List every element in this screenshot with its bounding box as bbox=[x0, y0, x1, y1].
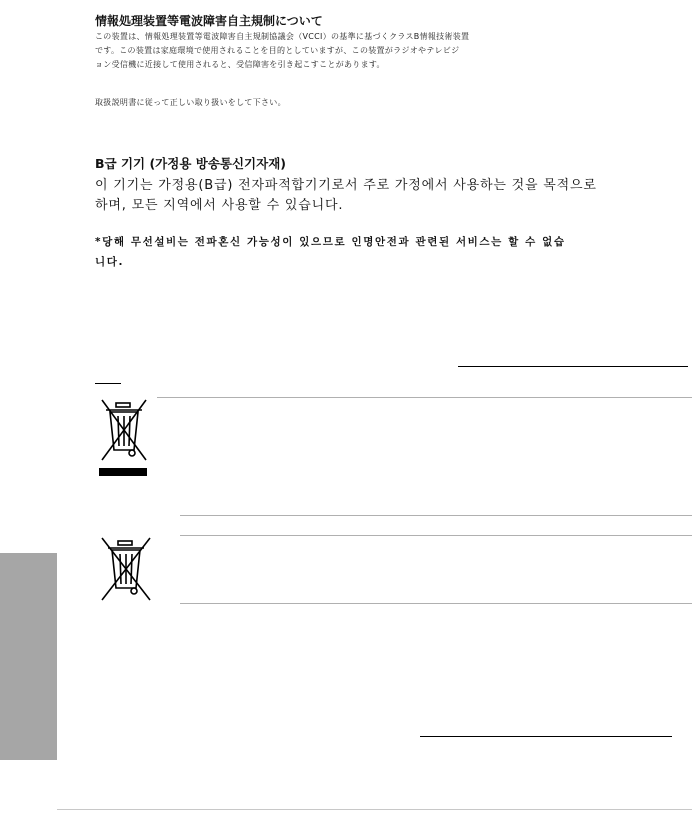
weee-bin-icon bbox=[96, 536, 156, 604]
section-divider bbox=[180, 603, 692, 604]
vcci-line-3: ョン受信機に近接して使用されると、受信障害を引き起こすことがあります。 bbox=[95, 60, 385, 69]
vcci-line-4: 取扱説明書に従って正しい取り扱いをして下さい。 bbox=[95, 98, 286, 107]
kr-body-line-1: 이 기기는 가정용(B급) 전자파적합기기로서 주로 가정에서 사용하는 것을 목적으로 bbox=[95, 178, 597, 193]
vcci-line-2: です。この装置は家庭環境で使用されることを目的としていますが、この装置がラジオやテレビジ bbox=[95, 46, 460, 55]
kr-body-line-2: 하며, 모든 지역에서 사용할 수 있습니다. bbox=[95, 198, 344, 213]
section-divider bbox=[180, 515, 692, 516]
underline-link-fragment-end bbox=[95, 383, 121, 384]
chapter-side-tab bbox=[0, 553, 57, 760]
vcci-title: 情報処理装置等電波障害自主規制について bbox=[95, 14, 323, 28]
kr-class-b-title: B급 기기 (가정용 방송통신기자재) bbox=[95, 156, 286, 171]
section-divider bbox=[157, 397, 692, 398]
footer-rule bbox=[57, 809, 692, 810]
vcci-line-1: この装置は、情報処理装置等電波障害自主規制協議会（VCCI）の基準に基づくクラスB情報技術装置 bbox=[95, 32, 470, 41]
underline-link-fragment bbox=[420, 736, 672, 737]
section-divider bbox=[180, 535, 692, 536]
kr-note-line-2: 니다. bbox=[95, 256, 125, 268]
underline-link-fragment bbox=[458, 366, 688, 367]
kr-note-line-1: *당해 무선설비는 전파혼신 가능성이 있으므로 인명안전과 관련된 서비스는 할 수 없습 bbox=[95, 236, 566, 248]
weee-bin-with-bar-icon bbox=[96, 398, 152, 480]
